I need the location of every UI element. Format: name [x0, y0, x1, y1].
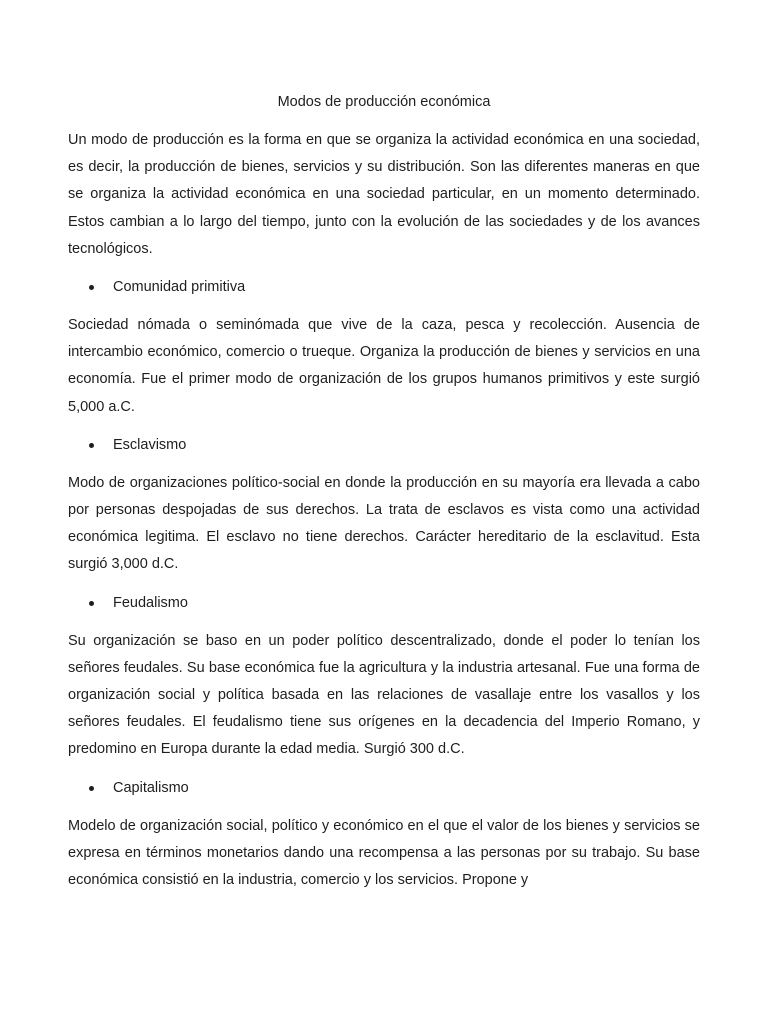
section-paragraph-esclavismo: Modo de organizaciones político-social en donde la producción en su mayoría era llevada a cabo por personas despojadas de sus derechos. La trata de esclavos es vista como una actividad económica legitima. El esclavo no tiene derechos. Carácter hereditario de la esclavitud. Esta surgió 3,000 d.C.: [68, 474, 700, 573]
section-heading-label: Comunidad primitiva: [113, 279, 246, 296]
section-paragraph-capitalismo: Modelo de organización social, político y económico en el que el valor de los bienes y servicios se expresa en términos monetarios dando una recompensa a las personas por su trabajo. Su base económica consistió en la industria, comercio y los servicios. Propone y: [68, 817, 700, 889]
intro-paragraph: Un modo de producción es la forma en que se organiza la actividad económica en una sociedad, es decir, la producción de bienes, servicios y su distribución. Son las diferentes maneras en que se organiza la actividad económica en una sociedad particular, en un momento determinado. Estos cambian a lo largo del tiempo, junto con la evolución de las sociedades y de los avances tecnológicos.: [68, 132, 700, 257]
section-heading-list: [68, 432, 700, 459]
section-heading-esclavismo: [68, 432, 700, 459]
bullet-icon: [89, 601, 94, 606]
section-heading-label: Capitalismo: [113, 779, 189, 796]
section-heading-list: [68, 274, 700, 301]
bullet-icon: [89, 786, 94, 791]
bullet-icon: [89, 285, 94, 290]
section-heading-list: [68, 775, 700, 802]
section-heading-capitalismo: [68, 775, 700, 802]
section-heading-comunidad-primitiva: [68, 274, 700, 301]
section-heading-label: Esclavismo: [113, 436, 187, 453]
section-paragraph-comunidad-primitiva: Sociedad nómada o seminómada que vive de la caza, pesca y recolección. Ausencia de intercambio económico, comercio o trueque. Organiza la producción de bienes y servicios en una economía. Fue el primer modo de organización de los grupos humanos primitivos y este surgió 5,000 a.C.: [68, 317, 700, 415]
section-paragraph-feudalismo: Su organización se baso en un poder político descentralizado, donde el poder lo tenían los señores feudales. Su base económica fue la agricultura y la industria artesanal. Fue una forma de organización social y política basada en las relaciones de vasallaje entre los vasallos y los señores feudales. El feudalismo tiene sus orígenes en la decadencia del Imperio Romano, y predomino en Europa durante la edad media. Surgió 300 d.C.: [68, 632, 700, 758]
document-title: Modos de producción económica: [277, 94, 491, 110]
bullet-icon: [89, 443, 94, 448]
section-heading-feudalismo: [68, 590, 700, 617]
section-heading-list: [68, 590, 700, 617]
section-heading-label: Feudalismo: [113, 594, 188, 611]
